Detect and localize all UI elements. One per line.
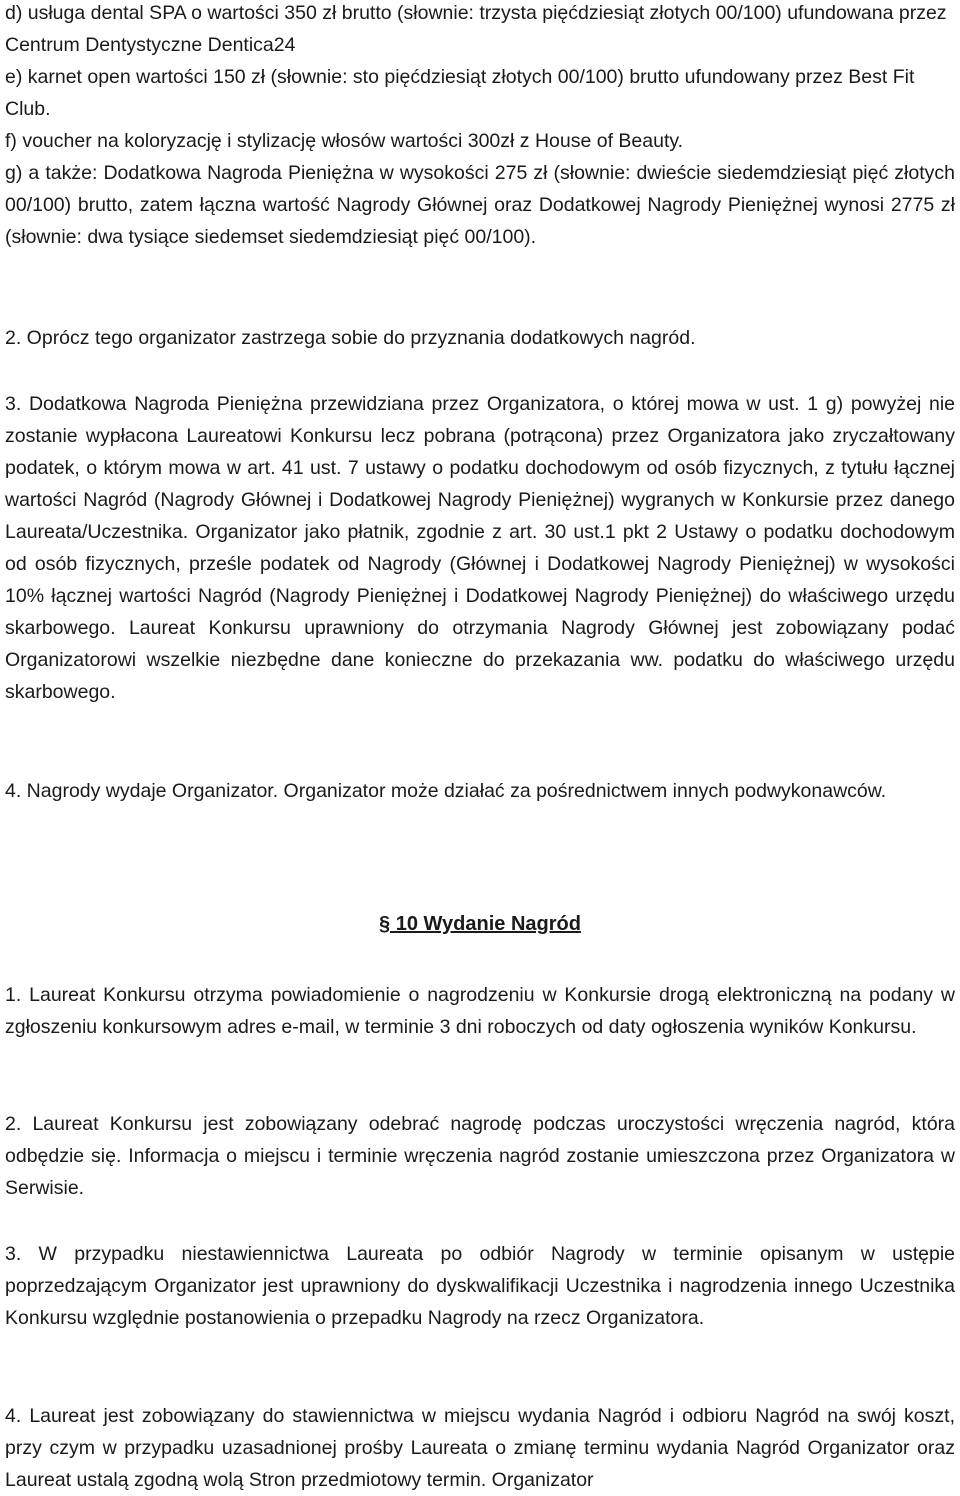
section-heading-text: § 10 Wydanie Nagród: [379, 913, 581, 935]
paragraph-3: 3. Dodatkowa Nagroda Pieniężna przewidziana przez Organizatora, o której mowa w ust. 1 g) powyżej nie zostanie wypłacona Laureatowi Konkursu lecz pobrana (potrącona) przez Organizatora jako zryczałtowany podatek, o którym mowa w art. 41 ust. 7 ustawy o podatku dochodowym od osób fizycznych, z tytułu łącznej wartości Nagród (Nagrody Głównej i Dodatkowej Nagrody Pieniężnej) wygranych w Konkursie przez danego Laureata/Uczestnika. Organizator jako płatnik, zgodnie z art. 30 ust.1 pkt 2 Ustawy o podatku dochodowym od osób fizycznych, prześle podatek od Nagrody (Głównej i Dodatkowej Nagrody Pieniężnej) w wysokości 10% łącznej wartości Nagród (Nagrody Pieniężnej i Dodatkowej Nagrody Pieniężnej) do właściwego urzędu skarbowego. Laureat Konkursu uprawniony do otrzymania Nagrody Głównej jest zobowiązany podać Organizatorowi wszelkie niezbędne dane konieczne do przekazania ww. podatku do właściwego urzędu skarbowego.: [5, 393, 955, 703]
paragraph-2: 2. Oprócz tego organizator zastrzega sobie do przyznania dodatkowych nagród.: [5, 327, 696, 349]
paragraph-4: 4. Nagrody wydaje Organizator. Organizator może działać za pośrednictwem innych podwykonawców.: [5, 780, 887, 802]
section-heading: [0, 908, 960, 940]
section-paragraph-1: 1. Laureat Konkursu otrzyma powiadomienie o nagrodzeniu w Konkursie drogą elektroniczną na podany w zgłoszeniu konkursowym adres e-mail, w terminie 3 dni roboczych od daty ogłoszenia wyników Konkursu.: [5, 984, 955, 1038]
section-paragraph-4: 4. Laureat jest zobowiązany do stawiennictwa w miejscu wydania Nagród i odbioru Nagród na swój koszt, przy czym w przypadku uzasadnionej prośby Laureata o zmianę terminu wydania Nagród Organizator oraz Laureat ustalą zgodną wolą Stron przedmiotowy termin. Organizator: [5, 1405, 955, 1491]
prize-item-f: f) voucher na koloryzację i stylizację włosów wartości 300zł z House of Beauty.: [5, 130, 684, 152]
prize-item-g: g) a także: Dodatkowa Nagroda Pieniężna w wysokości 275 zł (słownie: dwieście siedemdziesiąt pięć złotych 00/100) brutto, zatem łączna wartość Nagrody Głównej oraz Dodatkowej Nagrody Pieniężnej wynosi 2775 zł (słownie: dwa tysiące siedemset siedemdziesiąt pięć 00/100).: [5, 162, 955, 248]
section-paragraph-3: 3. W przypadku niestawiennictwa Laureata po odbiór Nagrody w terminie opisanym w ustępie poprzedzającym Organizator jest uprawniony do dyskwalifikacji Uczestnika i nagrodzenia innego Uczestnika Konkursu względnie postanowienia o przepadku Nagrody na rzecz Organizatora.: [5, 1243, 955, 1329]
prize-item-d: d) usługa dental SPA o wartości 350 zł brutto (słownie: trzysta pięćdziesiąt złotych 00/100) ufundowana przez Centrum Dentystyczne Dentica24: [5, 2, 947, 56]
section-paragraph-2: 2. Laureat Konkursu jest zobowiązany odebrać nagrodę podczas uroczystości wręczenia nagród, która odbędzie się. Informacja o miejscu i terminie wręczenia nagród zostanie umieszczona przez Organizatora w Serwisie.: [5, 1113, 955, 1199]
prize-item-e: e) karnet open wartości 150 zł (słownie: sto pięćdziesiąt złotych 00/100) brutto ufundowany przez Best Fit Club.: [5, 66, 915, 120]
